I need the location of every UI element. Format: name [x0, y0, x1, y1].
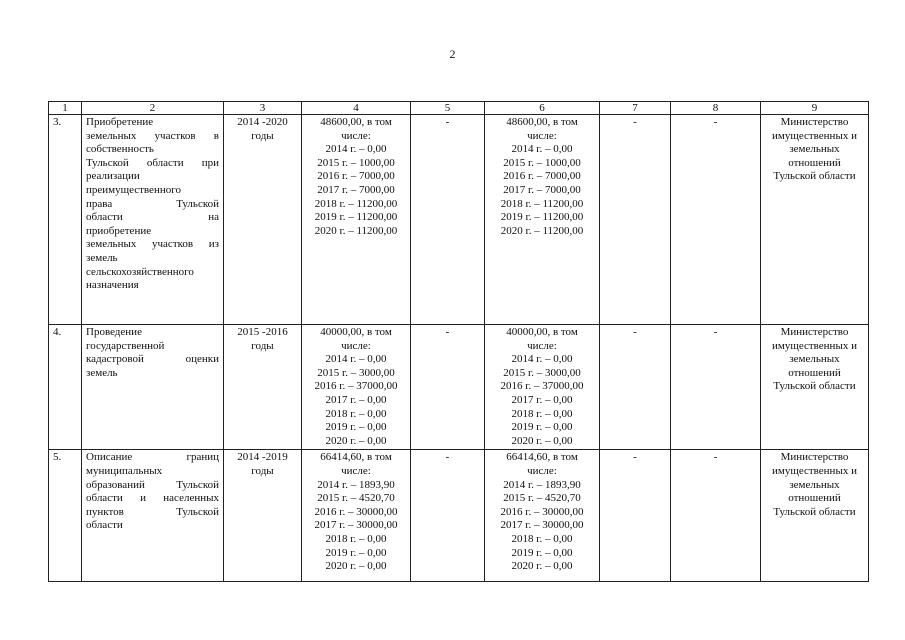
funding-line: 2014 г. – 0,00: [511, 143, 573, 156]
header-col-3: 3: [224, 102, 302, 115]
header-col-1: 1: [49, 102, 82, 115]
table-header-row: [49, 102, 869, 115]
cell-col7: -: [600, 450, 671, 582]
cell-col8: -: [671, 325, 761, 450]
funding-line: 48600,00, в том: [506, 116, 578, 128]
funding-line: числе:: [341, 129, 371, 142]
funding-line: числе:: [527, 129, 557, 142]
funding-line: 2017 г. – 7000,00: [317, 183, 395, 196]
activity-name-line: области и населенных: [86, 492, 219, 505]
table-body: [49, 115, 869, 582]
activity-name-line: образований Тульской: [86, 478, 219, 491]
funding-line: 2014 г. – 0,00: [325, 143, 387, 156]
cell-regional-funding: [485, 325, 600, 450]
cell-col5: -: [411, 115, 485, 325]
executor-line: Тульской области: [773, 170, 856, 183]
funding-line: 2018 г. – 11200,00: [500, 197, 584, 210]
executor-line: земельных: [789, 143, 840, 156]
funding-line: числе:: [527, 339, 557, 352]
funding-line: 2016 г. – 37000,00: [500, 380, 584, 393]
cell-total-funding: [302, 450, 411, 582]
activity-name-line: земель: [86, 366, 118, 379]
header-col-6: 6: [485, 102, 600, 115]
program-table: [48, 101, 869, 582]
cell-executor: [761, 450, 869, 582]
period-line: 2015 -2016: [237, 326, 288, 338]
page-number: 2: [449, 47, 456, 61]
funding-line: 2019 г. – 0,00: [325, 546, 387, 559]
activity-name-line: собственность: [86, 143, 154, 156]
funding-line: 2015 г. – 1000,00: [317, 156, 395, 169]
funding-line: 2020 г. – 11200,00: [314, 224, 398, 237]
funding-line: 2015 г. – 1000,00: [503, 156, 581, 169]
funding-line: 2017 г. – 30000,00: [500, 519, 584, 532]
table-row: [49, 450, 869, 582]
funding-line: 2015 г. – 3000,00: [317, 366, 395, 379]
funding-line: 2018 г. – 0,00: [511, 532, 573, 545]
funding-line: 2015 г. – 4520,70: [503, 492, 581, 505]
period-line: годы: [251, 339, 274, 352]
cell-regional-funding: [485, 450, 600, 582]
funding-line: 2016 г. – 7000,00: [503, 170, 581, 183]
table-row: [49, 115, 869, 325]
period-line: годы: [251, 129, 274, 142]
funding-line: числе:: [341, 464, 371, 477]
cell-col7: -: [600, 325, 671, 450]
funding-line: 2017 г. – 0,00: [511, 393, 573, 406]
funding-line: 2020 г. – 0,00: [511, 434, 573, 447]
cell-col7: -: [600, 115, 671, 325]
activity-name-line: Описание границ: [86, 451, 219, 464]
cell-number: 3.: [49, 115, 82, 325]
cell-total-funding: [302, 115, 411, 325]
executor-line: Министерство: [780, 326, 849, 338]
period-line: 2014 -2019: [237, 451, 288, 464]
activity-name-line: назначения: [86, 279, 139, 292]
funding-line: числе:: [341, 339, 371, 352]
funding-line: 2016 г. – 7000,00: [317, 170, 395, 183]
cell-period: [224, 325, 302, 450]
cell-period: [224, 450, 302, 582]
cell-activity-name: [82, 325, 224, 450]
funding-line: 48600,00, в том: [320, 116, 392, 128]
executor-line: Тульской области: [773, 380, 856, 393]
activity-name-line: муниципальных: [86, 464, 163, 477]
funding-line: 66414,60, в том: [320, 451, 392, 464]
activity-name-line: приобретение: [86, 224, 152, 237]
cell-activity-name: [82, 450, 224, 582]
cell-total-funding: [302, 325, 411, 450]
table-row: [49, 325, 869, 450]
cell-executor: [761, 325, 869, 450]
executor-line: земельных: [789, 478, 840, 491]
executor-line: имущественных и: [772, 129, 857, 142]
funding-line: 2020 г. – 0,00: [325, 434, 387, 447]
funding-line: 66414,60, в том: [506, 451, 578, 464]
funding-line: 40000,00, в том: [506, 326, 578, 338]
period-line: годы: [251, 464, 274, 477]
header-col-2: 2: [82, 102, 224, 115]
funding-line: 2018 г. – 0,00: [511, 407, 573, 420]
cell-col5: -: [411, 325, 485, 450]
cell-number: 4.: [49, 325, 82, 450]
header-col-8: 8: [671, 102, 761, 115]
header-col-7: 7: [600, 102, 671, 115]
activity-name-line: реализации: [86, 170, 140, 183]
funding-line: 2017 г. – 7000,00: [503, 183, 581, 196]
funding-line: 2015 г. – 4520,70: [317, 492, 395, 505]
activity-name-line: земельных участков из: [86, 238, 219, 251]
funding-line: 2020 г. – 0,00: [325, 560, 387, 573]
cell-col8: -: [671, 450, 761, 582]
activity-name-line: земель: [86, 251, 118, 264]
executor-line: Тульской области: [773, 505, 856, 518]
period-line: 2014 -2020: [237, 116, 288, 128]
activity-name-line: преимущественного: [86, 183, 181, 196]
activity-name-line: земельных участков в: [86, 129, 219, 142]
funding-line: 2020 г. – 11200,00: [500, 224, 584, 237]
funding-line: 2014 г. – 1893,90: [317, 478, 395, 491]
activity-name-line: Тульской области при: [86, 156, 219, 169]
funding-line: 2018 г. – 11200,00: [314, 197, 398, 210]
funding-line: 2016 г. – 37000,00: [314, 380, 398, 393]
funding-line: 2019 г. – 0,00: [511, 421, 573, 434]
funding-line: 2014 г. – 0,00: [511, 353, 573, 366]
funding-line: 2018 г. – 0,00: [325, 532, 387, 545]
activity-name-line: кадастровой оценки: [86, 353, 219, 366]
executor-line: Министерство: [780, 116, 849, 128]
cell-regional-funding: [485, 115, 600, 325]
funding-line: 2018 г. – 0,00: [325, 407, 387, 420]
funding-line: 2014 г. – 0,00: [325, 353, 387, 366]
funding-line: 2020 г. – 0,00: [511, 560, 573, 573]
funding-line: 2014 г. – 1893,90: [503, 478, 581, 491]
funding-line: 2017 г. – 0,00: [325, 393, 387, 406]
executor-line: отношений: [788, 366, 841, 379]
header-col-5: 5: [411, 102, 485, 115]
activity-name-line: области на: [86, 211, 219, 224]
funding-line: 2019 г. – 0,00: [325, 421, 387, 434]
activity-name-line: области: [86, 519, 123, 532]
executor-line: имущественных и: [772, 339, 857, 352]
funding-line: 40000,00, в том: [320, 326, 392, 338]
funding-line: 2019 г. – 11200,00: [314, 211, 398, 224]
cell-number: 5.: [49, 450, 82, 582]
header-col-4: 4: [302, 102, 411, 115]
funding-line: 2016 г. – 30000,00: [500, 505, 584, 518]
funding-line: 2017 г. – 30000,00: [314, 519, 398, 532]
funding-line: числе:: [527, 464, 557, 477]
activity-name-line: Проведение: [86, 326, 142, 338]
executor-line: отношений: [788, 156, 841, 169]
executor-line: имущественных и: [772, 464, 857, 477]
activity-name-line: сельскохозяйственного: [86, 265, 194, 278]
cell-executor: [761, 115, 869, 325]
activity-name-line: Приобретение: [86, 116, 154, 128]
executor-line: земельных: [789, 353, 840, 366]
funding-line: 2016 г. – 30000,00: [314, 505, 398, 518]
activity-name-line: пунктов Тульской: [86, 505, 219, 518]
cell-col5: -: [411, 450, 485, 582]
funding-line: 2019 г. – 11200,00: [500, 211, 584, 224]
funding-line: 2015 г. – 3000,00: [503, 366, 581, 379]
activity-name-line: государственной: [86, 339, 165, 352]
executor-line: Министерство: [780, 451, 849, 464]
activity-name-line: права Тульской: [86, 197, 219, 210]
funding-line: 2019 г. – 0,00: [511, 546, 573, 559]
cell-col8: -: [671, 115, 761, 325]
executor-line: отношений: [788, 492, 841, 505]
cell-activity-name: [82, 115, 224, 325]
cell-period: [224, 115, 302, 325]
header-col-9: 9: [761, 102, 869, 115]
